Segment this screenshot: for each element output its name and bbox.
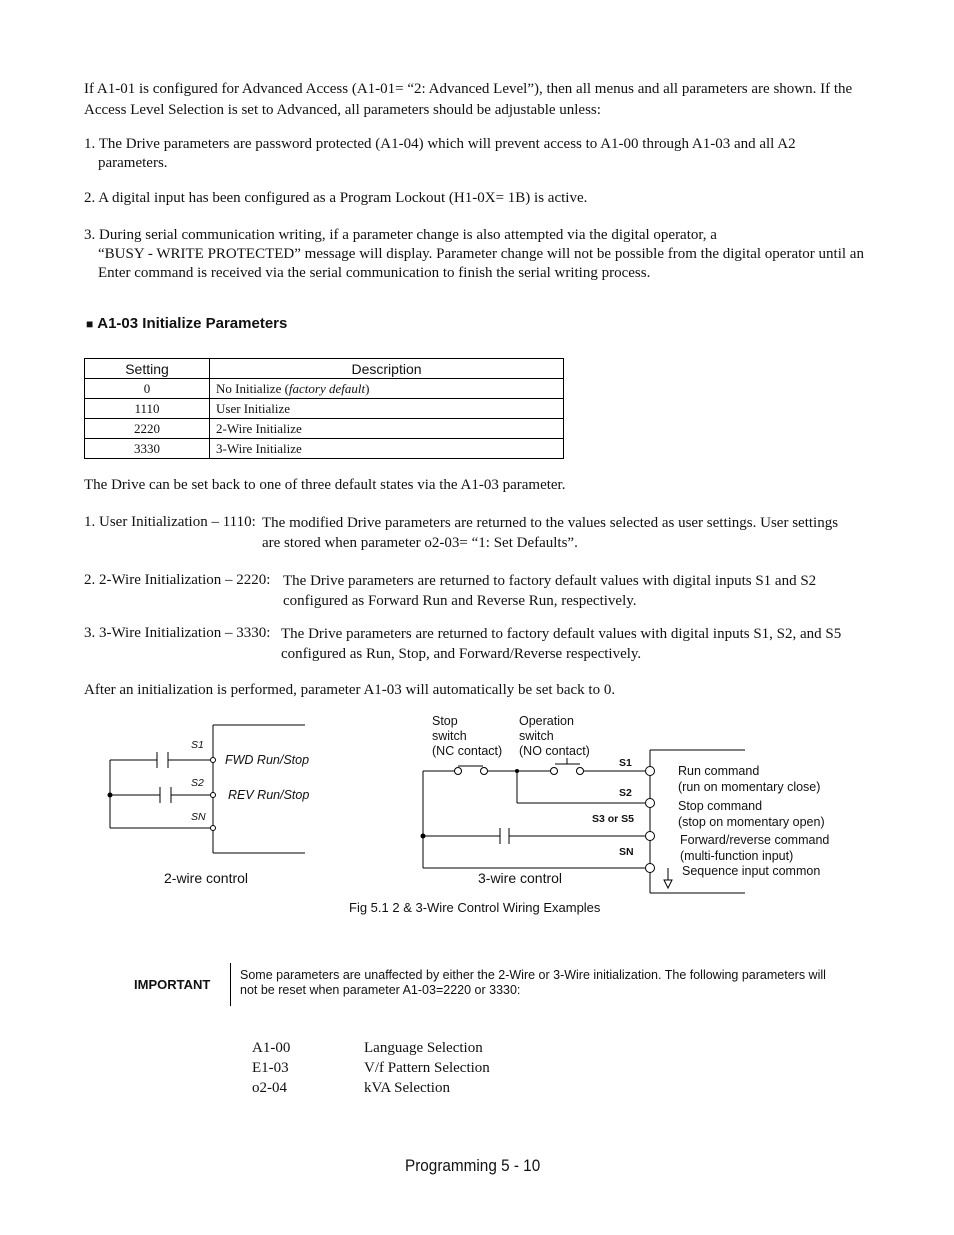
terminal-label: S1 xyxy=(191,739,204,751)
section-heading xyxy=(86,315,287,332)
intro-paragraph xyxy=(84,80,852,120)
three-wire-caption: 3-wire control xyxy=(478,870,563,886)
condition-item: 3. During serial communication writing, if a parameter change is also attempted via the digital operator, a “BUSY - WRITE PROTECTED” message will display. Parameter change will not be possible from the digital operator until an Enter command is received via the serial communication to finish the serial writing process. xyxy=(84,227,864,281)
init-item-label: 1. User Initialization – 1110: xyxy=(84,514,256,530)
run-command-desc: Run command (run on momentary close) xyxy=(678,764,821,794)
condition-item: 2. A digital input has been configured as a Program Lockout (H1-0X= 1B) is active. xyxy=(84,190,588,206)
operation-switch-label: Operation switch (NO contact) xyxy=(519,714,590,758)
setting-cell: 1110 xyxy=(85,399,210,419)
setting-cell: 3330 xyxy=(85,439,210,459)
after-init-note: After an initialization is performed, parameter A1-03 will automatically be set back to 0. xyxy=(84,682,616,698)
important-text: Some parameters are unaffected by either the 2-Wire or 3-Wire initialization. The following parameters will not be reset when parameter A1-03=2220 or 3330: xyxy=(240,968,826,997)
terminal-label: S2 xyxy=(191,777,204,789)
init-item-label: 2. 2-Wire Initialization – 2220: xyxy=(84,572,271,588)
init-item-description: The Drive parameters are returned to factory default values with digital inputs S1, S2, and S5 configured as Run, Stop, and Forward/Reverse respectively. xyxy=(281,626,842,662)
settings-table xyxy=(84,358,564,459)
param-code: o2-04 xyxy=(252,1080,287,1096)
param-code: E1-03 xyxy=(252,1060,289,1076)
important-divider xyxy=(230,963,231,1006)
square-bullet-icon: ■ xyxy=(86,317,94,331)
unaffected-params-codes xyxy=(252,1038,290,1098)
param-name: V/f Pattern Selection xyxy=(364,1060,490,1076)
unaffected-params-names xyxy=(364,1038,490,1098)
section-title: A1-03 Initialize Parameters xyxy=(97,315,288,332)
table-row xyxy=(85,439,564,459)
fwd-rev-command-desc: Forward/reverse command (multi-function input) xyxy=(680,833,830,863)
intro-line: Access Level Selection is set to Advanced, all parameters should be adjustable unless: xyxy=(84,102,601,118)
rev-run-label: REV Run/Stop xyxy=(228,788,310,802)
two-wire-caption: 2-wire control xyxy=(164,870,249,886)
sequence-common-desc: Sequence input common xyxy=(682,864,821,878)
terminal-label: S3 or S5 xyxy=(592,813,635,825)
init-item-label: 3. 3-Wire Initialization – 3330: xyxy=(84,625,271,641)
figure-caption: Fig 5.1 2 & 3-Wire Control Wiring Examples xyxy=(349,900,601,915)
condition-item: 1. The Drive parameters are password protected (A1-04) which will prevent access to A1-00 through A1-03 and all A2 parameters. xyxy=(84,136,796,171)
states-intro: The Drive can be set back to one of three default states via the A1-03 parameter. xyxy=(84,477,566,493)
init-item-description: The Drive parameters are returned to factory default values with digital inputs S1 and S2 configured as Forward Run and Reverse Run, respectively. xyxy=(283,573,817,609)
description-cell: User Initialize xyxy=(210,399,564,419)
terminal-label: S2 xyxy=(619,787,632,799)
table-header-row xyxy=(85,359,564,379)
intro-line: If A1-01 is configured for Advanced Access (A1-01= “2: Advanced Level”), then all menus and all parameters are shown. If the xyxy=(84,81,853,97)
setting-cell: 2220 xyxy=(85,419,210,439)
param-code: A1-00 xyxy=(252,1040,291,1056)
fwd-run-label: FWD Run/Stop xyxy=(225,753,310,767)
description-cell: No Initialize (factory default) xyxy=(210,379,564,399)
terminal-label: SN xyxy=(191,811,206,823)
setting-cell: 0 xyxy=(85,379,210,399)
terminal-label: S1 xyxy=(619,757,632,769)
table-row xyxy=(85,379,564,399)
table-row xyxy=(85,399,564,419)
table-row xyxy=(85,419,564,439)
stop-command-desc: Stop command (stop on momentary open) xyxy=(678,799,825,829)
important-label: IMPORTANT xyxy=(134,977,211,992)
param-name: Language Selection xyxy=(364,1040,483,1056)
description-cell: 3-Wire Initialize xyxy=(210,439,564,459)
column-header: Description xyxy=(210,359,564,379)
stop-switch-label: Stop switch (NC contact) xyxy=(432,714,503,758)
page-footer: Programming 5 - 10 xyxy=(405,1156,541,1175)
param-name: kVA Selection xyxy=(364,1080,450,1096)
description-cell: 2-Wire Initialize xyxy=(210,419,564,439)
terminal-label: SN xyxy=(619,846,634,858)
column-header: Setting xyxy=(85,359,210,379)
init-item-description: The modified Drive parameters are returned to the values selected as user settings. User settings are stored when parameter o2-03= “1: Set Defaults”. xyxy=(262,515,839,551)
